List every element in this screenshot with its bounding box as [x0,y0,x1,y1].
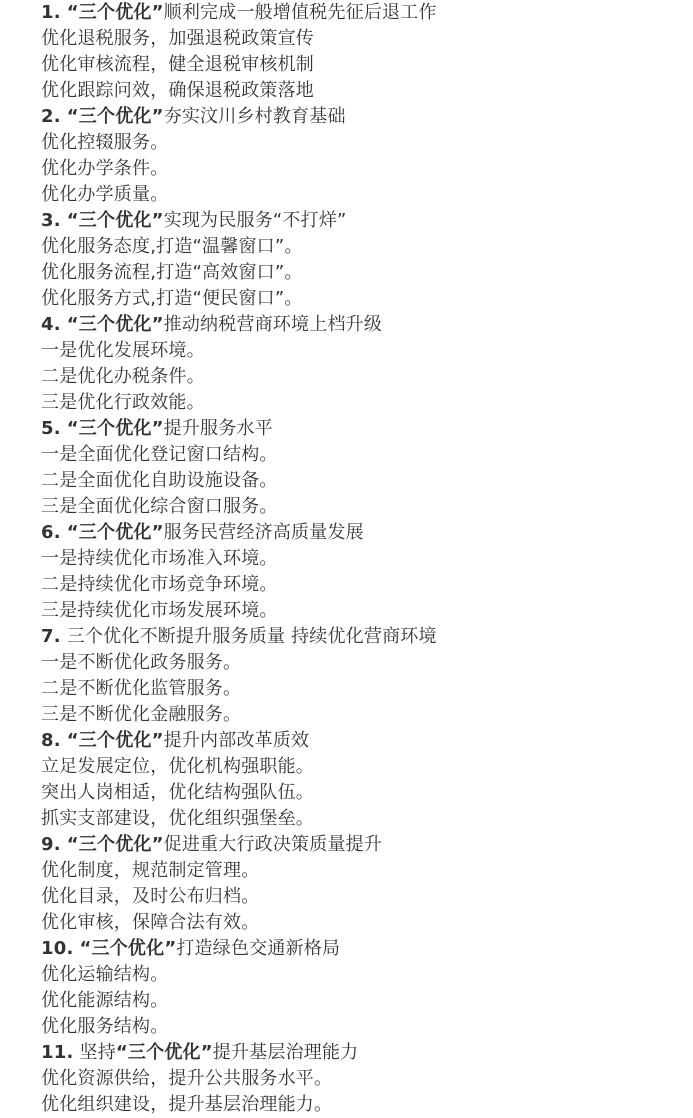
section-heading [41,936,681,962]
list-item: 一是优化发展环境。 [41,340,205,361]
list-item: 一是全面优化登记窗口结构。 [41,444,278,465]
section-number: 6. [41,522,61,543]
list-item: 一是持续优化市场准入环境。 [41,548,278,569]
list-item: 优化审核流程，健全退税审核机制 [41,54,314,75]
list-item: 抓实支部建设，优化组织强堡垒。 [41,808,314,829]
section-number: 7. [41,626,61,647]
section-heading [41,104,681,130]
list-item: 三是持续优化市场发展环境。 [41,600,278,621]
list-item: 优化服务结构。 [41,1016,169,1037]
list-item: 一是不断优化政务服务。 [41,652,242,673]
list-item: 优化服务态度,打造“温馨窗口”。 [41,236,303,257]
section-number: 4. [41,314,61,335]
list-item: 优化跟踪问效，确保退税政策落地 [41,80,314,101]
list-item: 三是优化行政效能。 [41,392,205,413]
section-title: “三个优化”推动纳税营商环境上档升级 [66,314,383,335]
section-title: 三个优化不断提升服务质量 持续优化营商环境 [66,626,437,647]
section-heading [41,1040,681,1066]
quoted-phrase: “三个优化” [66,2,164,23]
document-body [41,0,681,1118]
section-number: 2. [41,106,61,127]
section-heading [41,416,681,442]
section-heading [41,832,681,858]
list-item: 立足发展定位，优化机构强职能。 [41,756,314,777]
list-item: 优化服务流程,打造“高效窗口”。 [41,262,303,283]
list-item: 优化运输结构。 [41,964,169,985]
list-item: 三是不断优化金融服务。 [41,704,242,725]
section-number: 9. [41,834,61,855]
section-heading [41,208,681,234]
quoted-phrase: “三个优化” [115,1042,213,1063]
list-item: 优化目录，及时公布归档。 [41,886,260,907]
quoted-phrase: “三个优化” [66,106,164,127]
section-heading [41,0,681,26]
section-title: “三个优化”提升内部改革质效 [66,730,310,751]
list-item: 二是不断优化监管服务。 [41,678,242,699]
quoted-phrase: “三个优化” [79,938,177,959]
section-title: “三个优化”服务民营经济高质量发展 [66,522,364,543]
section-number: 3. [41,210,61,231]
section-heading [41,728,681,754]
section-number: 1. [41,2,61,23]
section-title: “三个优化”实现为民服务“不打烊” [66,210,347,231]
list-item: 优化办学条件。 [41,158,169,179]
quoted-phrase: “三个优化” [66,210,164,231]
list-item: 优化制度，规范制定管理。 [41,860,260,881]
section-heading [41,624,681,650]
section-number: 10. [41,938,74,959]
list-item: 优化服务方式,打造“便民窗口”。 [41,288,303,309]
section-number: 11. [41,1042,74,1063]
section-heading [41,520,681,546]
list-item: 突出人岗相适，优化结构强队伍。 [41,782,314,803]
list-item: 优化组织建设，提升基层治理能力。 [41,1094,333,1115]
quoted-phrase: “三个优化” [66,730,164,751]
section-title: “三个优化”提升服务水平 [66,418,273,439]
section-title: “三个优化”打造绿色交通新格局 [79,938,341,959]
section-title: “三个优化”促进重大行政决策质量提升 [66,834,383,855]
list-item: 优化退税服务，加强退税政策宣传 [41,28,314,49]
list-item: 二是优化办税条件。 [41,366,205,387]
quoted-phrase: “三个优化” [66,834,164,855]
quoted-phrase: “三个优化” [66,522,164,543]
list-item: 二是持续优化市场竞争环境。 [41,574,278,595]
list-item: 优化办学质量。 [41,184,169,205]
list-item: 三是全面优化综合窗口服务。 [41,496,278,517]
list-item: 优化控辍服务。 [41,132,169,153]
section-number: 8. [41,730,61,751]
quoted-phrase: “三个优化” [66,314,164,335]
list-item: 优化能源结构。 [41,990,169,1011]
section-title: “三个优化”顺利完成一般增值税先征后退工作 [66,2,437,23]
section-heading [41,312,681,338]
section-title: 坚持“三个优化”提升基层治理能力 [79,1042,359,1063]
section-number: 5. [41,418,61,439]
list-item: 优化资源供给，提升公共服务水平。 [41,1068,333,1089]
list-item: 优化审核，保障合法有效。 [41,912,260,933]
quoted-phrase: “三个优化” [66,418,164,439]
list-item: 二是全面优化自助设施设备。 [41,470,278,491]
section-title: “三个优化”夯实汶川乡村教育基础 [66,106,346,127]
